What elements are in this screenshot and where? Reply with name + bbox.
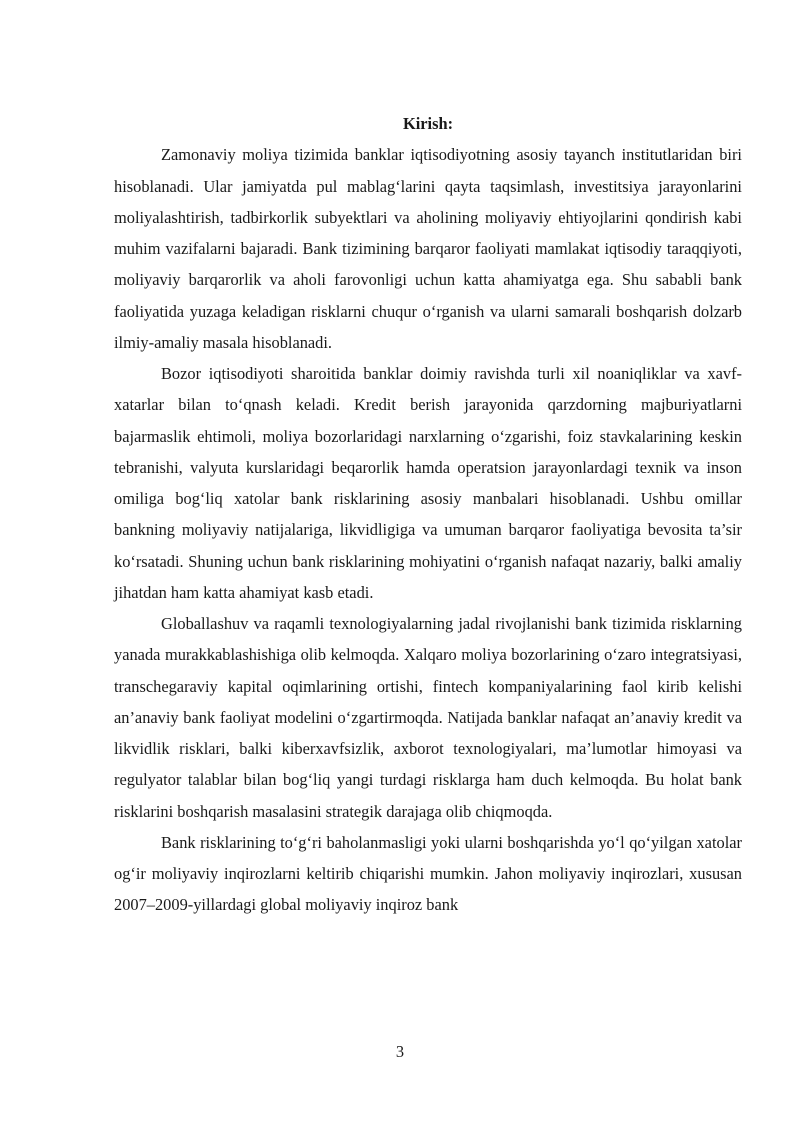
- paragraph-2: Bozor iqtisodiyoti sharoitida banklar doimiy ravishda turli xil noaniqliklar va xavf-xatarlar bilan to‘qnash keladi. Kredit berish jarayonida qarzdorning majburiyatlarni bajarmaslik ehtimoli, moliya bozorlaridagi narxlarning o‘zgarishi, foiz stavkalarining keskin tebranishi, valyuta kurslaridagi beqarorlik hamda operatsion jarayonlardagi texnik va inson omiliga bog‘liq xatolar bank risklarining asosiy manbalari hisoblanadi. Ushbu omillar bankning moliyaviy natijalariga, likvidligiga va umuman barqaror faoliyatiga bevosita ta’sir ko‘rsatadi. Shuning uchun bank risklarining mohiyatini o‘rganish nafaqat nazariy, balki amaliy jihatdan ham katta ahamiyat kasb etadi.: [114, 364, 742, 602]
- paragraph-1: Zamonaviy moliya tizimida banklar iqtisodiyotning asosiy tayanch institutlaridan biri hisoblanadi. Ular jamiyatda pul mablag‘larini qayta taqsimlash, investitsiya jarayonlarini moliyalashtirish, tadbirkorlik subyektlari va aholining moliyaviy ehtiyojlarini qondirish kabi muhim vazifalarni bajaradi. Bank tizimining barqaror faoliyati mamlakat iqtisodiy taraqqiyoti, moliyaviy barqarorlik va aholi farovonligi uchun katta ahamiyatga ega. Shu sababli bank faoliyatida yuzaga keladigan risklarni chuqur o‘rganish va ularni samarali boshqarish dolzarb ilmiy-amaliy masala hisoblanadi.: [114, 145, 742, 352]
- section-title: Kirish:: [402, 114, 454, 133]
- paragraph-4: Bank risklarining to‘g‘ri baholanmasligi yoki ularni boshqarishda yo‘l qo‘yilgan xatolar og‘ir moliyaviy inqirozlarni keltirib chiqarishi mumkin. Jahon moliyaviy inqirozlari, xususan 2007–2009-yillardagi global moliyaviy inqiroz bank: [114, 832, 742, 915]
- page-number: 3: [395, 1042, 405, 1061]
- page-content: [114, 108, 742, 921]
- paragraph-3: Globallashuv va raqamli texnologiyalarning jadal rivojlanishi bank tizimida risklarning yanada murakkablashishiga olib kelmoqda. Xalqaro moliya bozorlarining o‘zaro integratsiyasi, transchegaraviy kapital oqimlarining ortishi, fintech kompaniyalarining faol kirib kelishi an’anaviy bank faoliyat modelini o‘zgartirmoqda. Natijada banklar nafaqat an’anaviy kredit va likvidlik risklari, balki kiberxavfsizlik, axborot texnologiyalari, ma’lumotlar himoyasi va regulyator talablar bilan bog‘liq yangi turdagi risklarga ham duch kelmoqda. Bu holat bank risklarini boshqarish masalasini strategik darajaga olib chiqmoqda.: [114, 614, 742, 821]
